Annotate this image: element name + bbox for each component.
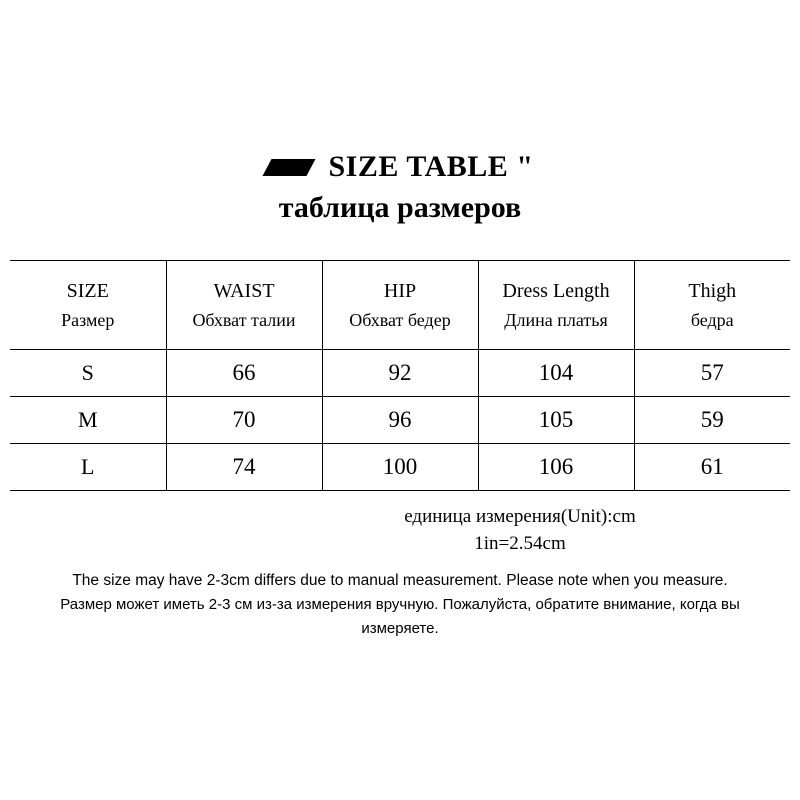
cell-hip: 92 — [322, 350, 478, 397]
chart-title-block — [10, 130, 790, 261]
cell-thigh: 57 — [634, 350, 790, 397]
cell-size: L — [10, 444, 166, 491]
header-length-en: Dress Length — [502, 280, 610, 302]
cell-size: S — [10, 350, 166, 397]
header-thigh-ru: бедра — [690, 310, 734, 330]
measurement-notes — [10, 557, 790, 641]
cell-waist: 70 — [166, 397, 322, 444]
chart-title-ru: таблица размеров — [278, 191, 522, 224]
table-row — [10, 444, 790, 491]
header-waist-ru: Обхват талии — [192, 310, 296, 330]
unit-note — [10, 491, 790, 557]
slash-mark-icon — [262, 159, 315, 176]
header-cell-waist — [166, 261, 322, 350]
header-hip-ru: Обхват бедер — [349, 310, 451, 330]
unit-line-1: единица измерения(Unit):cm — [404, 506, 636, 527]
cell-waist: 74 — [166, 444, 322, 491]
note-english: The size may have 2-3cm differs due to manual measurement. Please note when you measure. — [72, 572, 728, 589]
header-waist-en: WAIST — [213, 280, 275, 302]
cell-hip: 96 — [322, 397, 478, 444]
cell-hip: 100 — [322, 444, 478, 491]
chart-title-en: SIZE TABLE " — [328, 150, 534, 183]
header-length-ru: Длина платья — [504, 310, 608, 330]
cell-length: 106 — [478, 444, 634, 491]
header-cell-dress-length — [478, 261, 634, 350]
cell-thigh: 61 — [634, 444, 790, 491]
table-header-row — [10, 261, 790, 350]
cell-waist: 66 — [166, 350, 322, 397]
chart-title-primary — [10, 130, 790, 186]
cell-size: M — [10, 397, 166, 444]
header-size-en: SIZE — [66, 280, 109, 302]
cell-length: 105 — [478, 397, 634, 444]
size-chart-sheet — [10, 130, 790, 665]
header-cell-thigh — [634, 261, 790, 350]
size-table — [10, 261, 790, 491]
table-row — [10, 397, 790, 444]
header-thigh-en: Thigh — [688, 280, 737, 302]
header-size-ru: Размер — [61, 310, 115, 330]
table-row — [10, 350, 790, 397]
header-hip-en: HIP — [383, 280, 417, 302]
cell-length: 104 — [478, 350, 634, 397]
header-cell-hip — [322, 261, 478, 350]
cell-thigh: 59 — [634, 397, 790, 444]
unit-line-2: 1in=2.54cm — [474, 533, 566, 554]
header-cell-size — [10, 261, 166, 350]
note-russian: Размер может иметь 2-3 см из-за измерения вручную. Пожалуйста, обратите внимание, когда вы измеряете. — [60, 596, 740, 637]
